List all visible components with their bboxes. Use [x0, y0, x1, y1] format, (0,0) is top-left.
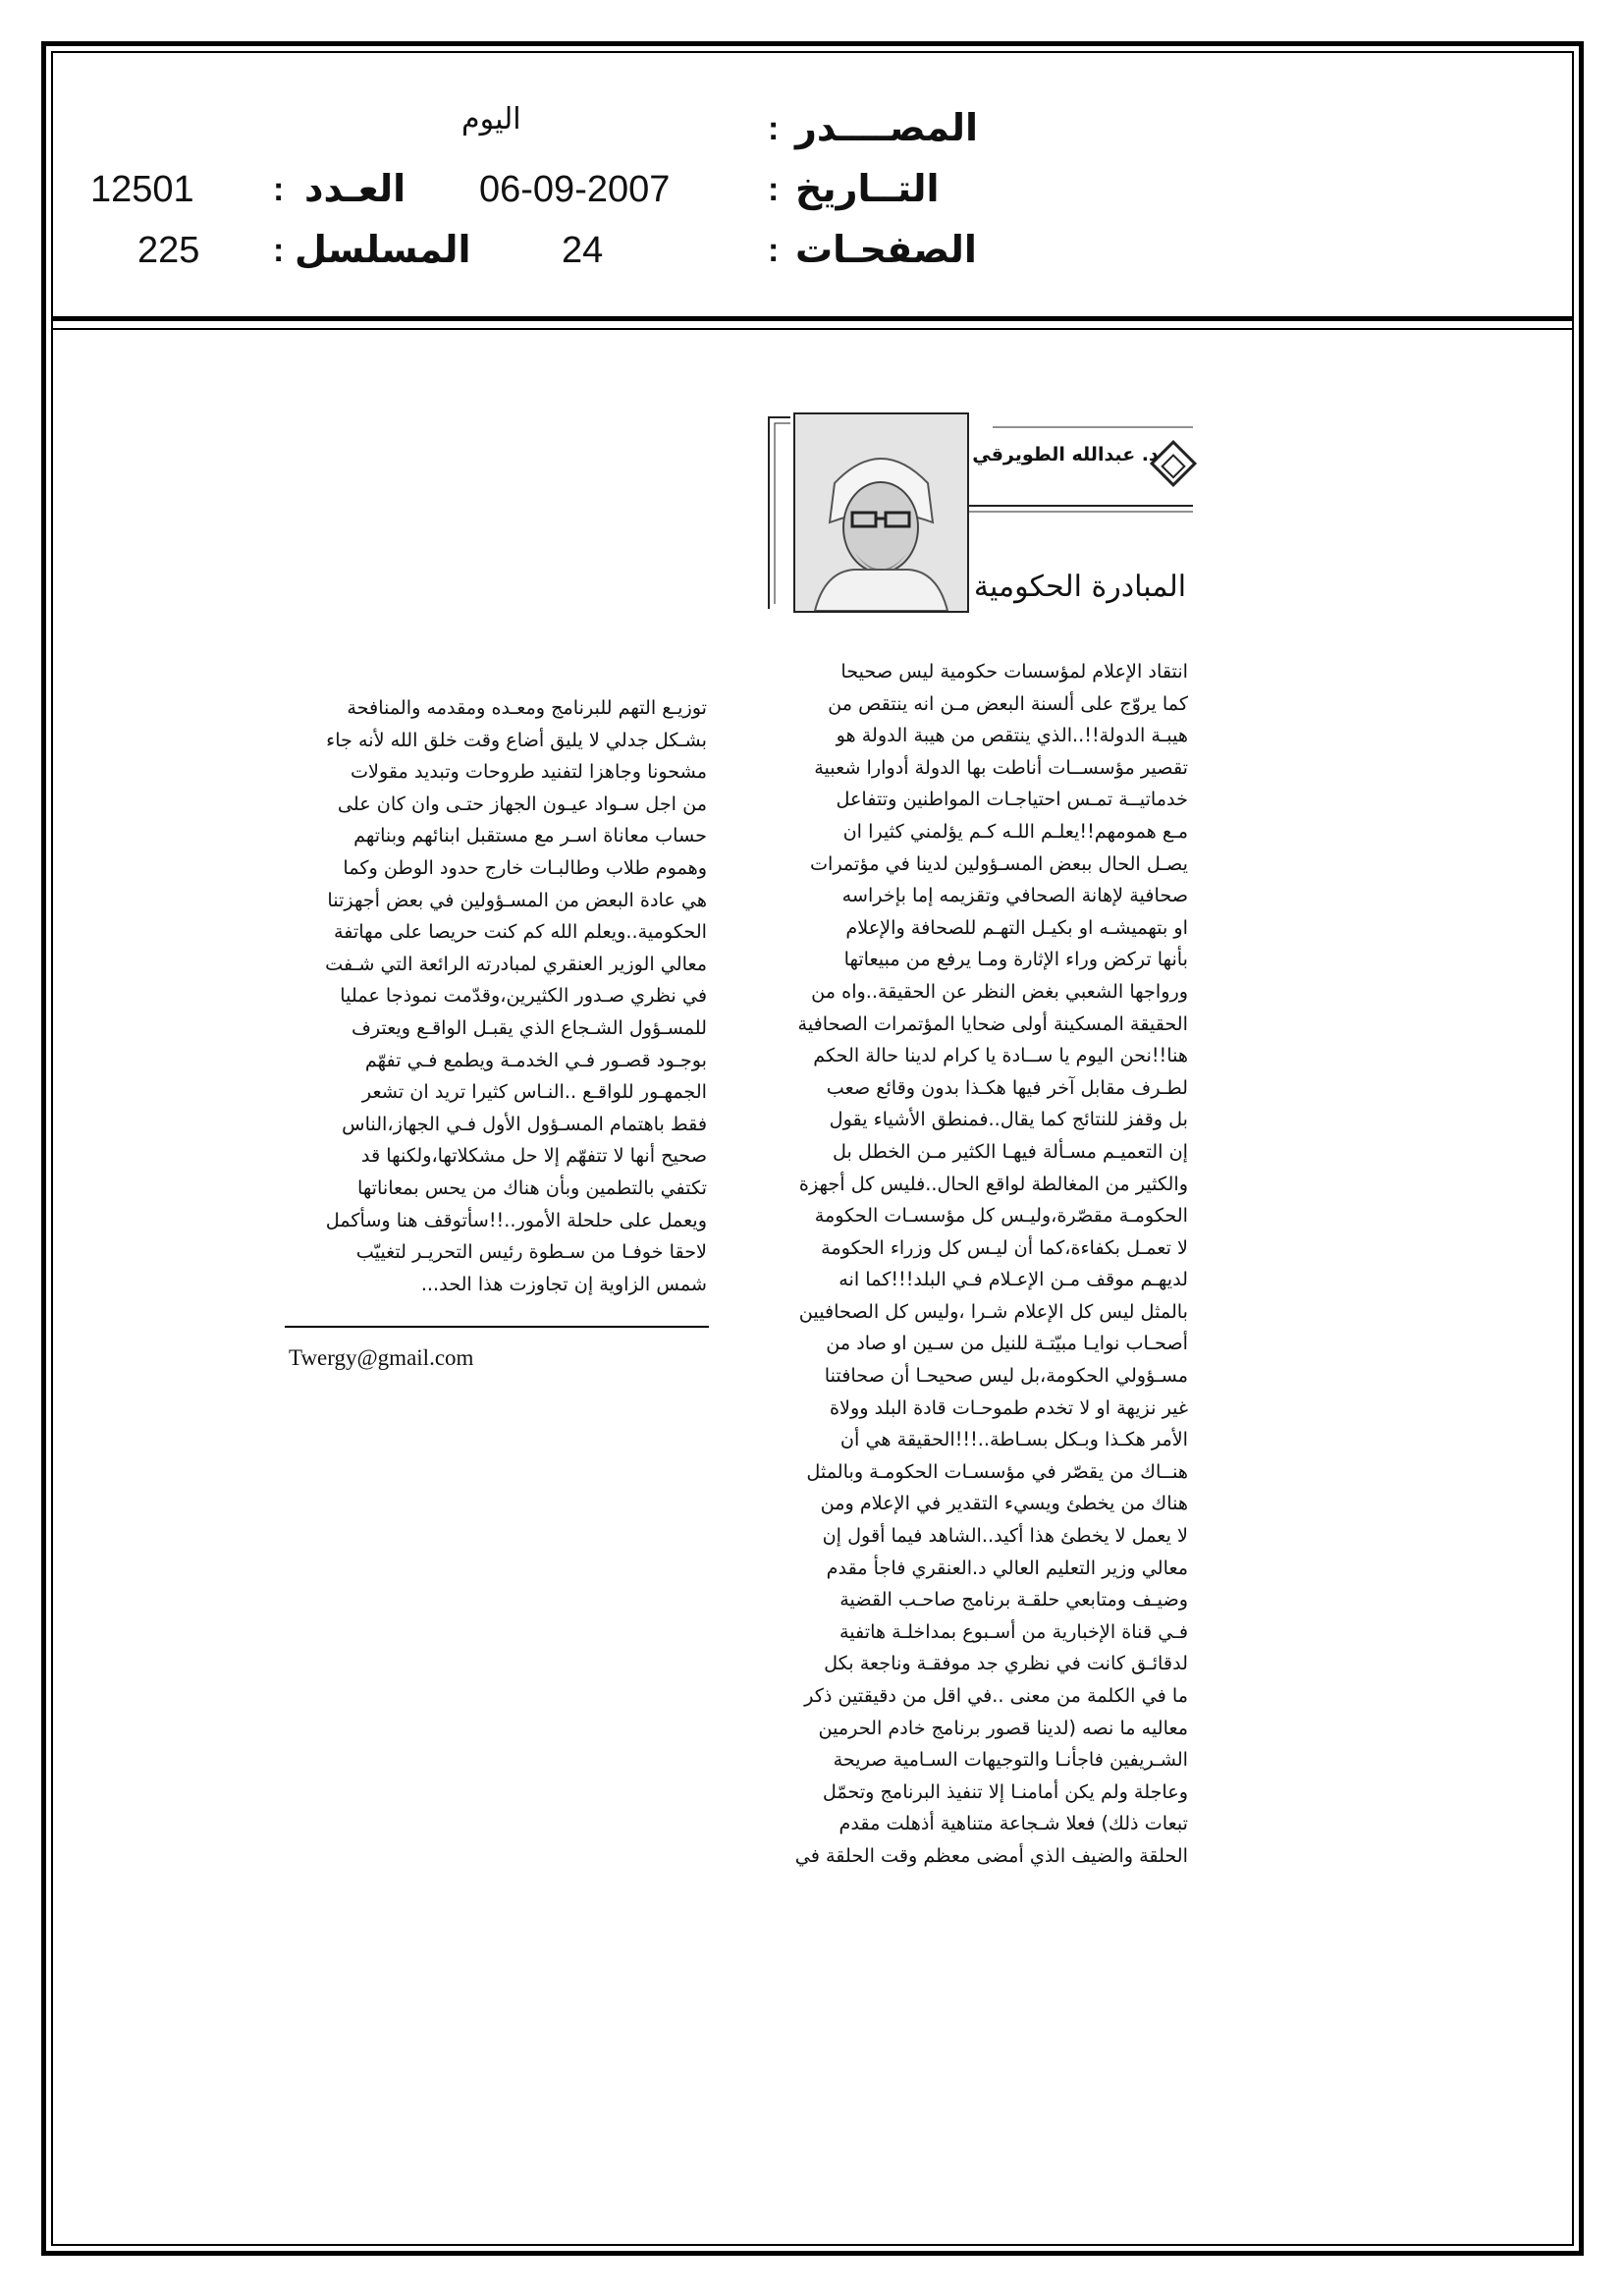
article-line: الحكومية..ويعلم الله كم كنت حريصا على مهاتفة [333, 920, 707, 944]
serial-value: 225 [137, 230, 200, 271]
pages-label: الصفحـات [795, 228, 977, 271]
article-line: معالي وزير التعليم العالي د.العنقري فاجأ مقدم [826, 1556, 1188, 1579]
date-value: 06-09-2007 [479, 169, 671, 210]
article-line: صحيح أنها لا تتفهّم إلا حل مشكلاتها،ولكنها قد [360, 1144, 707, 1168]
article-line: لا تعمـل بكفاءة،كما أن ليـس كل وزراء الحكومة [821, 1235, 1188, 1259]
article-line: أصحـاب نوايـا مبيّتـة للنيل من سـين او صاد من [826, 1332, 1188, 1355]
pages-colon: : [768, 232, 780, 269]
article-line: في نظري صـدور الكثيرين،وقدّمت نموذجا عمليا [340, 984, 707, 1008]
article-line: هناك من يخطئ ويسيء التقدير في الإعلام ومن [820, 1492, 1188, 1515]
date-label: التــاريخ [795, 167, 940, 210]
article-line: حساب معاناة اسـر مع مستقبل ابنائهم وبناتهم [353, 824, 707, 847]
article-line: وهموم طلاب وطالبـات خارج حدود الوطن وكما [343, 855, 707, 879]
issue-label: العـدد [304, 167, 406, 210]
date-colon: : [768, 171, 780, 208]
article-line: بأنها تركض وراء الإثارة ومـا يرفع من مبيعاتها [843, 948, 1188, 971]
source-value: اليوم [461, 102, 521, 137]
article-line: معاليه ما نصه (لدينا قصور برنامج خادم الحرمين [818, 1716, 1188, 1739]
author-name: د. عبدالله الطويرقي [972, 444, 1159, 465]
article-line: لا يعمل لا يخطئ هذا أكيد..الشاهد فيما أقول إن [822, 1524, 1188, 1548]
article-line: وعاجلة ولم يكن أمامنـا إلا تنفيذ البرنامج وتحمّل [822, 1779, 1188, 1803]
serial-label: المسلسل [295, 228, 471, 271]
article-line: هي عادة البعض من المسـؤولين في بعض أجهزتنا [327, 888, 707, 911]
article-line: خدماتيــة تمـس احتياجـات المواطنين وتتفاعل [836, 788, 1188, 811]
article-line: بل وقفز للنتائج كما يقال..فمنطق الأشياء يقول [829, 1108, 1188, 1131]
article-line: لديهـم موقف مـن الإعـلام فـي البلد!!!كما انه [839, 1268, 1188, 1291]
article-line: الحلقة والضيف الذي أمضى معظم وقت الحلقة في [794, 1843, 1188, 1867]
article-line: صحافية لإهانة الصحافي وتقزيمه إما بإخراسه [841, 884, 1188, 907]
article-line: والكثير من المغالطة لواقع الحال..فليس كل أجهزة [798, 1172, 1188, 1195]
article-line: هنا!!نحن اليوم يا ســادة يا كرام لدينا حالة الحكم [813, 1044, 1188, 1067]
article-line: بشـكل جدلي لا يليق أضاع وقت خلق الله لأنه جاء [326, 728, 707, 751]
article-line: للمسـؤول الشـجاع الذي يقبـل الواقـع ويعترف [351, 1015, 707, 1039]
issue-colon: : [273, 171, 285, 208]
header-divider-thick [51, 316, 1574, 321]
article-line: هنــاك من يقصّر في مؤسسـات الحكومـة وبالمثل [806, 1459, 1188, 1483]
article-column-right [761, 656, 1188, 1873]
article-line: تكتفي بالتطمين وبأن هناك من يحس بمعاناتها [356, 1175, 707, 1199]
signature-divider [285, 1326, 709, 1328]
article-line: الأمر هكـذا وبـكل بسـاطة..!!!الحقيقة هي أن [839, 1428, 1188, 1451]
article-line: لطـرف مقابل آخر فيها هكـذا بدون وقائع صعب [826, 1075, 1188, 1099]
article-line: مسـؤولي الحكومة،بل ليس صحيحـا أن صحافتنا [824, 1364, 1188, 1388]
article-title: المبادرة الحكومية [973, 570, 1187, 604]
article-line: انتقاد الإعلام لمؤسسات حكومية ليس صحيحا [840, 660, 1188, 683]
issue-value: 12501 [90, 169, 194, 210]
article-line: فقط باهتمام المسـؤول الأول فـي الجهاز،الناس [342, 1112, 707, 1135]
article-line: او بتهميشـه او بكيـل التهـم للصحافة والإعلام [845, 915, 1188, 939]
article-line: بالمثل ليس كل الإعلام شـرا ،وليس كل الصحافيين [798, 1299, 1188, 1323]
article-line: ورواجها الشعبي بغض النظر عن الحقيقة..واه من [811, 979, 1188, 1003]
article-line: هيبـة الدولة!!..الذي ينتقص من هيبة الدولة هو [836, 724, 1188, 747]
article-line: إن التعميـم مسـألة فيهـا الكثير مـن الخطل بل [832, 1139, 1188, 1163]
article-line: فـي قناة الإخبارية من أسـبوع بمداخلـة هاتفية [839, 1619, 1188, 1643]
author-email: Twergy@gmail.com [289, 1345, 474, 1370]
article-line: من اجل سـواد عيـون الجهاز حتـى وان كان على [337, 792, 707, 815]
article-line: توزيـع التهم للبرنامج ومعـده ومقدمه والمنافحة [347, 696, 707, 719]
article-line: مـع همومهم!!يعلـم اللـه كـم يؤلمني كثيرا ان [842, 819, 1188, 843]
article-line: وضيـف ومتابعي حلقـة برنامج صاحـب القضية [839, 1588, 1188, 1612]
article-line: بوجـود قصـور فـي الخدمـة ويطمع فـي تفهّم [364, 1048, 707, 1071]
article-line: الحكومـة مقصّرة،وليـس كل مؤسسـات الحكومة [814, 1204, 1188, 1228]
article-line: ما في الكلمة من معنى ..في اقل من دقيقتين ذكر [804, 1684, 1188, 1707]
article-line: معالي الوزير العنقري لمبادرته الرائعة التي شـفت [325, 952, 707, 975]
header-divider-thin [51, 328, 1574, 330]
author-portrait-icon [793, 412, 969, 613]
article-line: مشحونا وجاهزا لتفنيد طروحات وتبديد مقولات [350, 760, 707, 784]
pages-value: 24 [562, 230, 604, 271]
article-line: الحقيقة المسكينة أولى ضحايا المؤتمرات الصحافية [797, 1011, 1188, 1035]
article-line: يصـل الحال ببعض المسـؤولين لدينا في مؤتمرات [809, 851, 1188, 875]
article-line: ويعمل على حلحلة الأمور..!!سأتوقف هنا وسأكمل [325, 1208, 707, 1231]
article-line: لدقائـق كانت في نظري جد موفقـة وناجعة بكل [824, 1652, 1188, 1675]
article-line: الجمهـور للواقـع ..النـاس كثيرا تريد ان تشعر [361, 1080, 707, 1104]
source-label: المصــــدر [795, 106, 978, 149]
article-line: تقصير مؤسســات أناطت بها الدولة أدوارا شعبية [814, 755, 1188, 779]
article-column-left [285, 692, 707, 1300]
article-line: تبعات ذلك) فعلا شـجاعة متناهية أذهلت مقدم [839, 1812, 1188, 1835]
source-colon: : [768, 110, 780, 147]
article-line: كما يروّج على ألسنة البعض مـن انه ينتقص من [828, 691, 1188, 715]
article-line: لاحقا خوفـا من سـطوة رئيس التحريـر لتغييّب [355, 1240, 707, 1264]
article-line: غير نزيهة او لا تخدم طموحـات قادة البلد وولاة [829, 1395, 1188, 1419]
serial-colon: : [273, 232, 285, 269]
article-line: شمس الزاوية إن تجاوزت هذا الحد... [420, 1272, 707, 1295]
article-line: الشـريفين فاجأنـا والتوجيهات السـامية صريحة [833, 1748, 1188, 1772]
